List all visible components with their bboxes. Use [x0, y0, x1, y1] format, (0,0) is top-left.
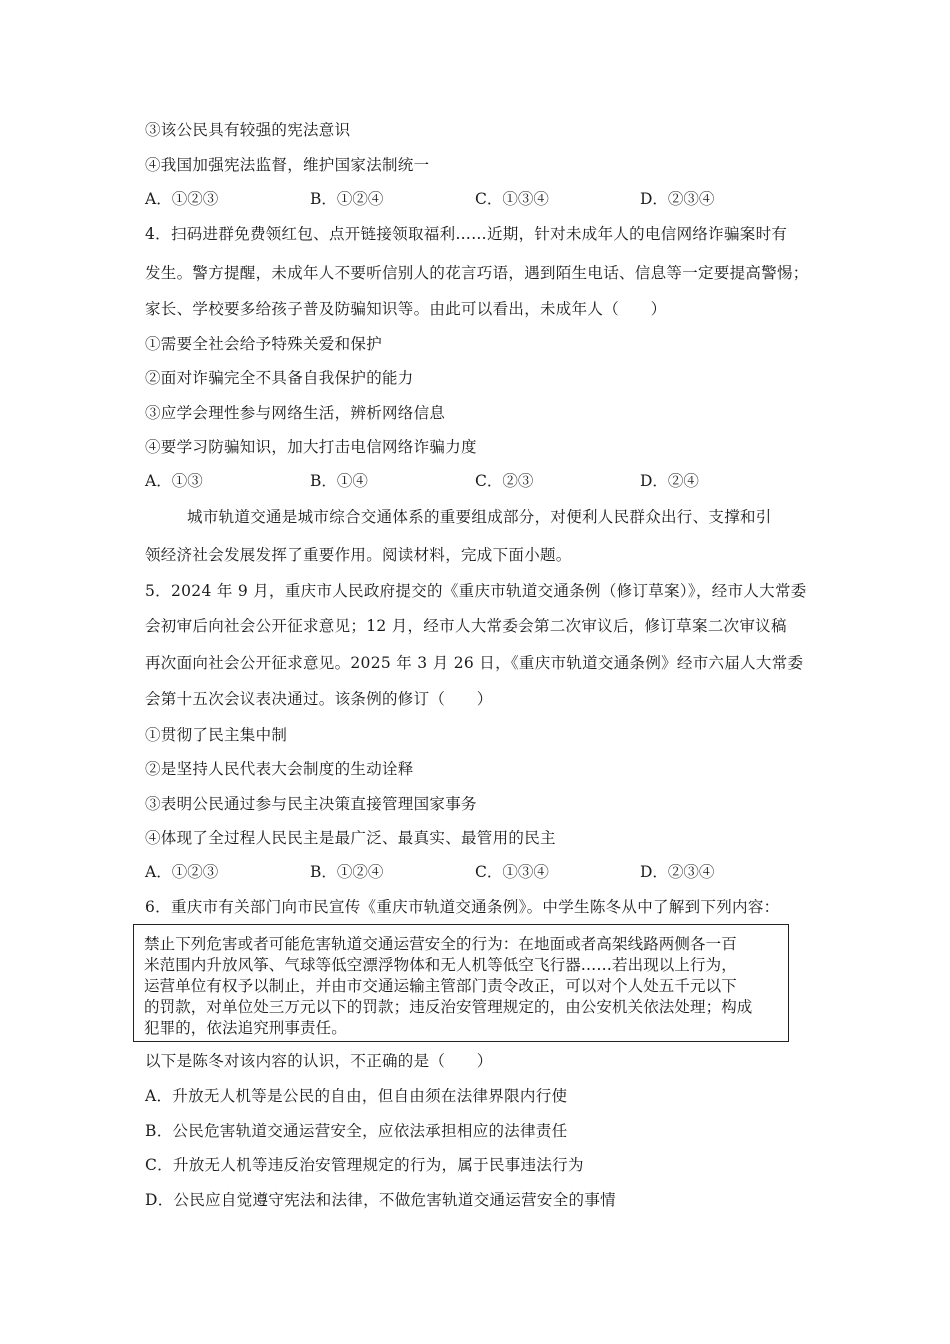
- q6-option-c: C．升放无人机等违反治安管理规定的行为，属于民事违法行为: [145, 1156, 584, 1174]
- q3-option-d: D．②③④: [640, 190, 715, 208]
- q4-option-b: B．①④: [310, 472, 368, 490]
- q5-option-d: D．②③④: [640, 863, 715, 881]
- q3-option-b: B．①②④: [310, 190, 384, 208]
- q5-item-1: ①贯彻了民主集中制: [145, 726, 288, 744]
- material-line-4: 的罚款，对单位处三万元以下的罚款；违反治安管理规定的，由公安机关依法处理；构成: [144, 998, 753, 1016]
- q5-stem-line-4: 会第十五次会议表决通过。该条例的修订（ ）: [145, 690, 493, 708]
- q4-stem-line-2: 发生。警方提醒，未成年人不要听信别人的花言巧语，遇到陌生电话、信息等一定要提高警惕；: [145, 264, 809, 282]
- q4-stem-line-1: 4．扫码进群免费领红包、点开链接领取福利……近期，针对未成年人的电信网络诈骗案时有: [145, 225, 788, 243]
- q4-stem-line-3: 家长、学校要多给孩子普及防骗知识等。由此可以看出，未成年人（ ）: [145, 300, 667, 318]
- material-line-5: 犯罪的，依法追究刑事责任。: [144, 1019, 347, 1037]
- q5-stem-line-2: 会初审后向社会公开征求意见；12 月，经市人大常委会第二次审议后，修订草案二次审议稿: [145, 617, 787, 635]
- q3-option-c: C．①③④: [475, 190, 549, 208]
- q5-item-2: ②是坚持人民代表大会制度的生动诠释: [145, 760, 414, 778]
- q5-stem-line-3: 再次面向社会公开征求意见。2025 年 3 月 26 日，《重庆市轨道交通条例》经市六届人大常委: [145, 654, 804, 672]
- q4-option-d: D．②④: [640, 472, 699, 490]
- q6-stem: 6．重庆市有关部门向市民宣传《重庆市轨道交通条例》。中学生陈冬从中了解到下列内容：: [145, 898, 780, 916]
- q4-item-2: ②面对诈骗完全不具备自我保护的能力: [145, 369, 414, 387]
- q6-option-b: B．公民危害轨道交通运营安全，应依法承担相应的法律责任: [145, 1122, 568, 1140]
- material-line-1: 禁止下列危害或者可能危害轨道交通运营安全的行为：在地面或者高架线路两侧各一百: [144, 935, 737, 953]
- intro-line-2: 领经济社会发展发挥了重要作用。阅读材料，完成下面小题。: [145, 546, 572, 564]
- q3-item-3: ③该公民具有较强的宪法意识: [145, 121, 351, 139]
- q5-stem-line-1: 5．2024 年 9 月，重庆市人民政府提交的《重庆市轨道交通条例（修订草案）》，经市人大常委: [145, 582, 807, 600]
- q3-item-4: ④我国加强宪法监督，维护国家法制统一: [145, 156, 430, 174]
- q4-item-1: ①需要全社会给予特殊关爱和保护: [145, 335, 383, 353]
- q4-item-3: ③应学会理性参与网络生活，辨析网络信息: [145, 404, 446, 422]
- q3-option-a: A．①②③: [145, 190, 219, 208]
- q5-item-3: ③表明公民通过参与民主决策直接管理国家事务: [145, 795, 477, 813]
- intro-line-1: 城市轨道交通是城市综合交通体系的重要组成部分，对便利人民群众出行、支撑和引: [187, 508, 772, 526]
- q4-item-4: ④要学习防骗知识，加大打击电信网络诈骗力度: [145, 438, 477, 456]
- q4-option-a: A．①③: [145, 472, 203, 490]
- q4-option-c: C．②③: [475, 472, 534, 490]
- q6-question: 以下是陈冬对该内容的认识，不正确的是（ ）: [145, 1052, 493, 1070]
- q5-option-c: C．①③④: [475, 863, 549, 881]
- q6-option-a: A．升放无人机等是公民的自由，但自由须在法律界限内行使: [145, 1087, 568, 1105]
- q6-option-d: D．公民应自觉遵守宪法和法律，不做危害轨道交通运营安全的事情: [145, 1191, 616, 1209]
- material-line-2: 米范围内升放风筝、气球等低空漂浮物体和无人机等低空飞行器……若出现以上行为，: [144, 956, 737, 974]
- q5-option-a: A．①②③: [145, 863, 219, 881]
- q5-option-b: B．①②④: [310, 863, 384, 881]
- material-line-3: 运营单位有权予以制止，并由市交通运输主管部门责令改正，可以对个人处五千元以下: [144, 977, 737, 995]
- q5-item-4: ④体现了全过程人民民主是最广泛、最真实、最管用的民主: [145, 829, 556, 847]
